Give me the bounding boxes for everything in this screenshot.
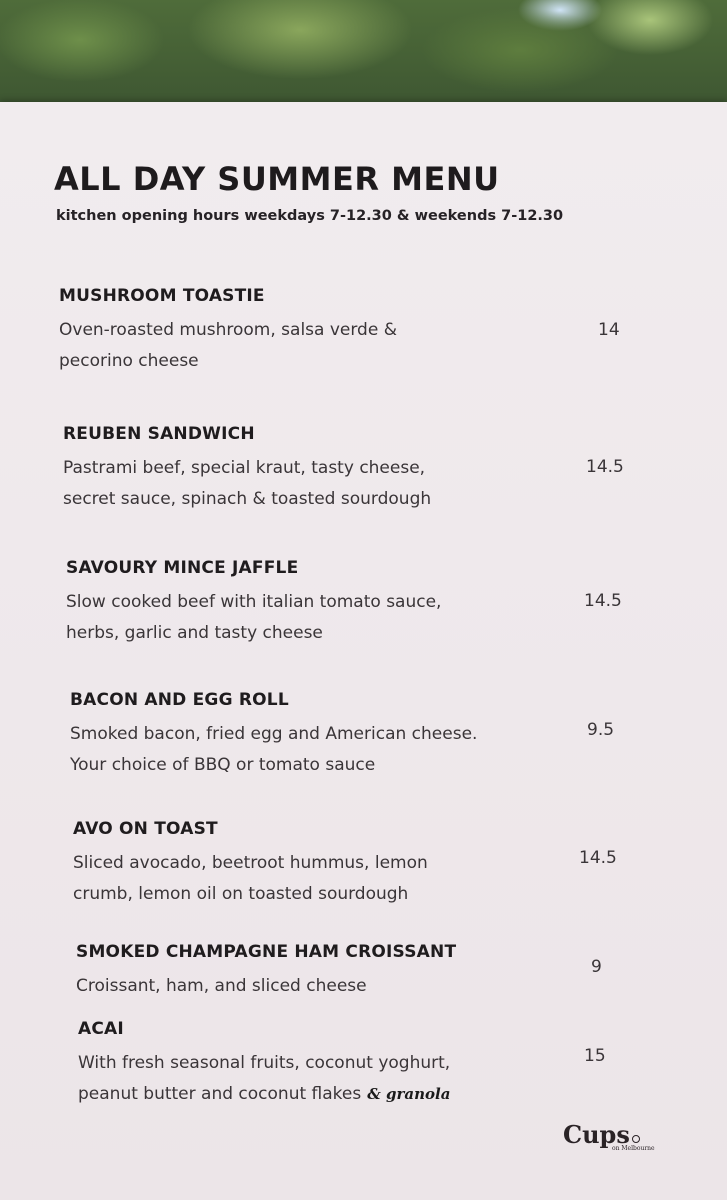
item-desc-line: pecorino cheese: [59, 351, 199, 371]
logo-text: Cups: [563, 1120, 630, 1149]
menu-card: [0, 102, 727, 1200]
handwritten-addition: & granola: [367, 1085, 451, 1103]
item-desc-line: Sliced avocado, beetroot hummus, lemon: [73, 853, 428, 873]
item-name: SAVOURY MINCE JAFFLE: [66, 558, 299, 578]
item-desc-line: Oven-roasted mushroom, salsa verde &: [59, 320, 397, 340]
menu-item: [59, 285, 659, 377]
item-price: 14: [598, 320, 620, 340]
item-description: [63, 453, 663, 515]
item-name: REUBEN SANDWICH: [63, 424, 255, 444]
menu-item: [76, 941, 676, 1002]
item-desc-line: secret sauce, spinach & toasted sourdough: [63, 489, 432, 509]
menu-item: [70, 689, 670, 781]
item-desc-line: Your choice of BBQ or tomato sauce: [70, 755, 376, 775]
logo-dot-icon: [632, 1135, 640, 1143]
item-description: [59, 315, 659, 377]
item-desc-line: Slow cooked beef with italian tomato sauce,: [66, 592, 442, 612]
item-desc-line: Croissant, ham, and sliced cheese: [76, 976, 367, 996]
logo-subtext: on Melbourne: [612, 1145, 655, 1152]
menu-item: [63, 423, 663, 515]
item-name: BACON AND EGG ROLL: [70, 690, 289, 710]
item-description: [70, 719, 670, 781]
item-description: [66, 587, 666, 649]
item-desc-line-text: peanut butter and coconut flakes: [78, 1084, 362, 1104]
menu-subtitle: kitchen opening hours weekdays 7-12.30 & weekends 7-12.30: [56, 208, 564, 224]
item-name: ACAI: [78, 1019, 124, 1039]
item-desc-line: Pastrami beef, special kraut, tasty cheese,: [63, 458, 426, 478]
menu-item: [66, 557, 666, 649]
item-description: [76, 971, 676, 1002]
item-price: 9.5: [587, 720, 615, 740]
item-name: AVO ON TOAST: [73, 819, 218, 839]
menu-title: ALL DAY SUMMER MENU: [54, 160, 500, 198]
item-desc-line: With fresh seasonal fruits, coconut yoghurt,: [78, 1053, 451, 1073]
item-price: 14.5: [579, 848, 617, 868]
item-price: 15: [584, 1046, 606, 1066]
item-name: MUSHROOM TOASTIE: [59, 286, 265, 306]
item-price: 14.5: [584, 591, 622, 611]
item-desc-line: [78, 1079, 678, 1110]
item-desc-line: Smoked bacon, fried egg and American cheese.: [70, 724, 478, 744]
item-name: SMOKED CHAMPAGNE HAM CROISSANT: [76, 942, 457, 962]
item-price: 14.5: [586, 457, 624, 477]
item-price: 9: [591, 957, 602, 977]
item-desc-line: herbs, garlic and tasty cheese: [66, 623, 323, 643]
item-desc-line: crumb, lemon oil on toasted sourdough: [73, 884, 409, 904]
